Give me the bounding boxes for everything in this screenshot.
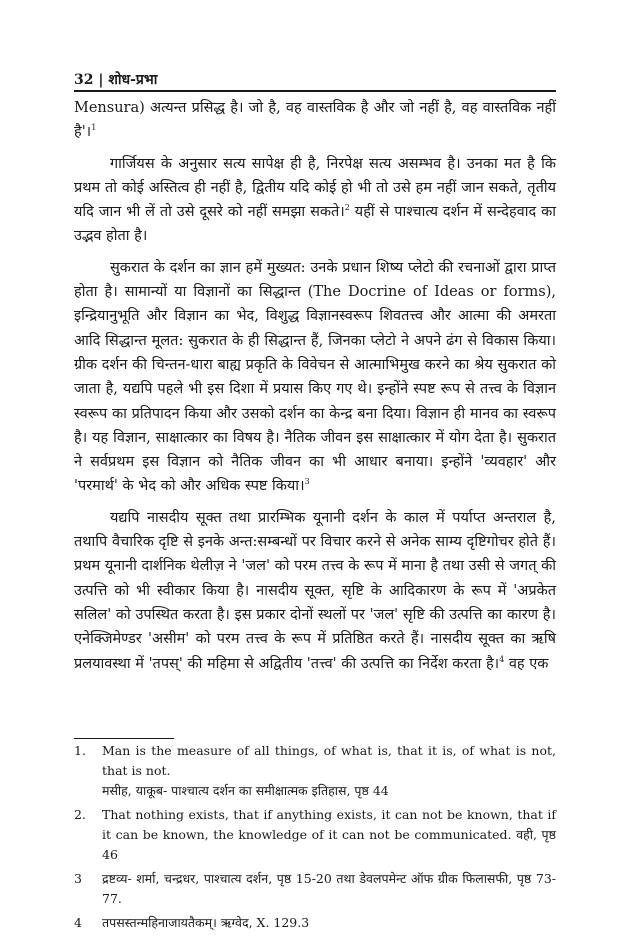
header-separator: | <box>98 72 104 88</box>
paragraph <box>74 256 556 499</box>
footnote-number: 3 <box>74 871 82 886</box>
body-text <box>74 96 556 676</box>
footnote-rule <box>74 738 174 739</box>
footnote-line: तपसस्तन्महिनाजायतैकम्। ऋग्वेद, X. 129.3 <box>102 915 310 930</box>
footnote-ref: 2 <box>344 203 350 213</box>
footnote-3 <box>74 869 556 909</box>
footnote-ref: 3 <box>304 477 310 487</box>
page-number: 32 <box>74 72 94 88</box>
footnote-number: 4 <box>74 915 82 930</box>
footnote-number: 1. <box>74 743 86 758</box>
paragraph <box>74 152 556 249</box>
footnote-ref: 4 <box>499 654 505 664</box>
footnote-ref: 1 <box>91 123 97 133</box>
footnote-number: 2. <box>74 807 86 822</box>
paragraph-text: Mensura) अत्यन्त प्रसिद्ध है। जो है, वह वास्तविक है और जो नहीं है, वह वास्तविक नहीं है'। <box>74 100 556 141</box>
paragraph-text: यद्यपि नासदीय सूक्त तथा प्रारम्भिक यूनानी दर्शन के काल में पर्याप्त अन्तराल है, तथापि वैचारिक दृष्टि से इनके अन्त:सम्बन्धों पर विचार करने से अनेक साम्य दृष्टिगोचर होते हैं। प्रथम यूनानी दार्शनिक थेलीज़ ने 'जल' को परम तत्त्व के रूप में माना है तथा उसी से जगत् की उत्पत्ति को भी स्वीकार किया है। नासदीय सूक्त, सृष्टि के आदिकारण के रूप में 'अप्रकेत सलिल' को उपस्थित करता है। इस प्रकार दोनों स्थलों पर 'जल' सृष्टि की उत्पत्ति का कारण है। एनेक्जिमेण्डर 'असीम' को परम तत्त्व के रूप में प्रतिष्ठित करते हैं। नासदीय सूक्त का ऋषि प्रलयावस्था में 'तपस्' की महिमा से अद्वितीय 'तत्त्व' की उत्पत्ति का निर्देश करता है। <box>74 509 556 672</box>
paragraph-text-tail: यहीं से पाश्चात्य दर्शन में सन्देहवाद का उद्भव होता है। <box>74 204 557 245</box>
paragraph-text-tail: वह एक <box>504 655 549 672</box>
running-title: शोध-प्रभा <box>108 72 158 88</box>
footnotes <box>74 741 556 937</box>
running-header <box>74 70 556 92</box>
footnote-line: Man is the measure of all things, of what is, that it is, of what is not, that is not. <box>102 743 556 778</box>
footnote-1 <box>74 741 556 801</box>
footnote-4 <box>74 913 556 933</box>
paragraph-continuation <box>74 96 556 145</box>
footnote-line: द्रष्टव्य- शर्मा, चन्द्रधर, पाश्चात्य दर्शन, पृष्ठ 15-20 तथा डेवलपमेन्ट ऑफ ग्रीक फिलासफी, पृष्ठ 73-77. <box>102 871 556 906</box>
header-rule <box>74 90 556 92</box>
footnote-line: मसीह, याकूब- पाश्चात्य दर्शन का समीक्षात्मक इतिहास, पृष्ठ 44 <box>102 783 389 798</box>
paragraph <box>74 506 556 676</box>
paragraph-text: सुकरात के दर्शन का ज्ञान हमें मुख्यत: उनके प्रधान शिष्य प्लेटो की रचनाओं द्वारा प्राप्त होता है। सामान्यों या विज्ञानों का सिद्धान्त (The Docrine of Ideas or forms), इन्द्रियानुभूति और विज्ञान का भेद, विशुद्ध विज्ञानस्वरूप शिवतत्त्व और आत्मा की अमरता आदि सिद्धान्त मूलत: सुकरात के ही सिद्धान्त हैं, जिनका प्लेटो ने अपने ढंग से विकास किया। ग्रीक दर्शन की चिन्तन-धारा बाह्य प्रकृति के विवेचन से आत्माभिमुख करने का श्रेय सुकरात को जाता है, यद्यपि पहले भी इस दिशा में प्रयास किए गए थे। इन्होंने स्पष्ट रूप से तत्त्व के विज्ञान स्वरूप का प्रतिपादन किया और उसको दर्शन का केन्द्र बना दिया। विज्ञान ही मानव का स्वरूप है। यह विज्ञान, साक्षात्कार का विषय है। नैतिक जीवन इस साक्षात्कार में योग देता है। सुकरात ने सर्वप्रथम इस विज्ञान को नैतिक जीवन का भी आधार बनाया। इन्होंने 'व्यवहार' और 'परमार्थ' के भेद को और अधिक स्पष्ट किया। <box>74 259 556 495</box>
paragraph-text: गार्जियस के अनुसार सत्य सापेक्ष ही है, निरपेक्ष सत्य असम्भव है। उनका मत है कि प्रथम तो कोई अस्तित्व ही नहीं है, द्वितीय यदि कोई हो भी तो उसे हम नहीं जान सकते, तृतीय यदि जान भी लें तो उसे दूसरे को नहीं समझा सकते। <box>74 155 556 221</box>
footnote-2 <box>74 805 556 865</box>
footnote-line: That nothing exists, that if anything exists, it can not be known, that if it can be known, the knowledge of it can not be communicated. वही, पृष्ठ 46 <box>102 807 556 862</box>
